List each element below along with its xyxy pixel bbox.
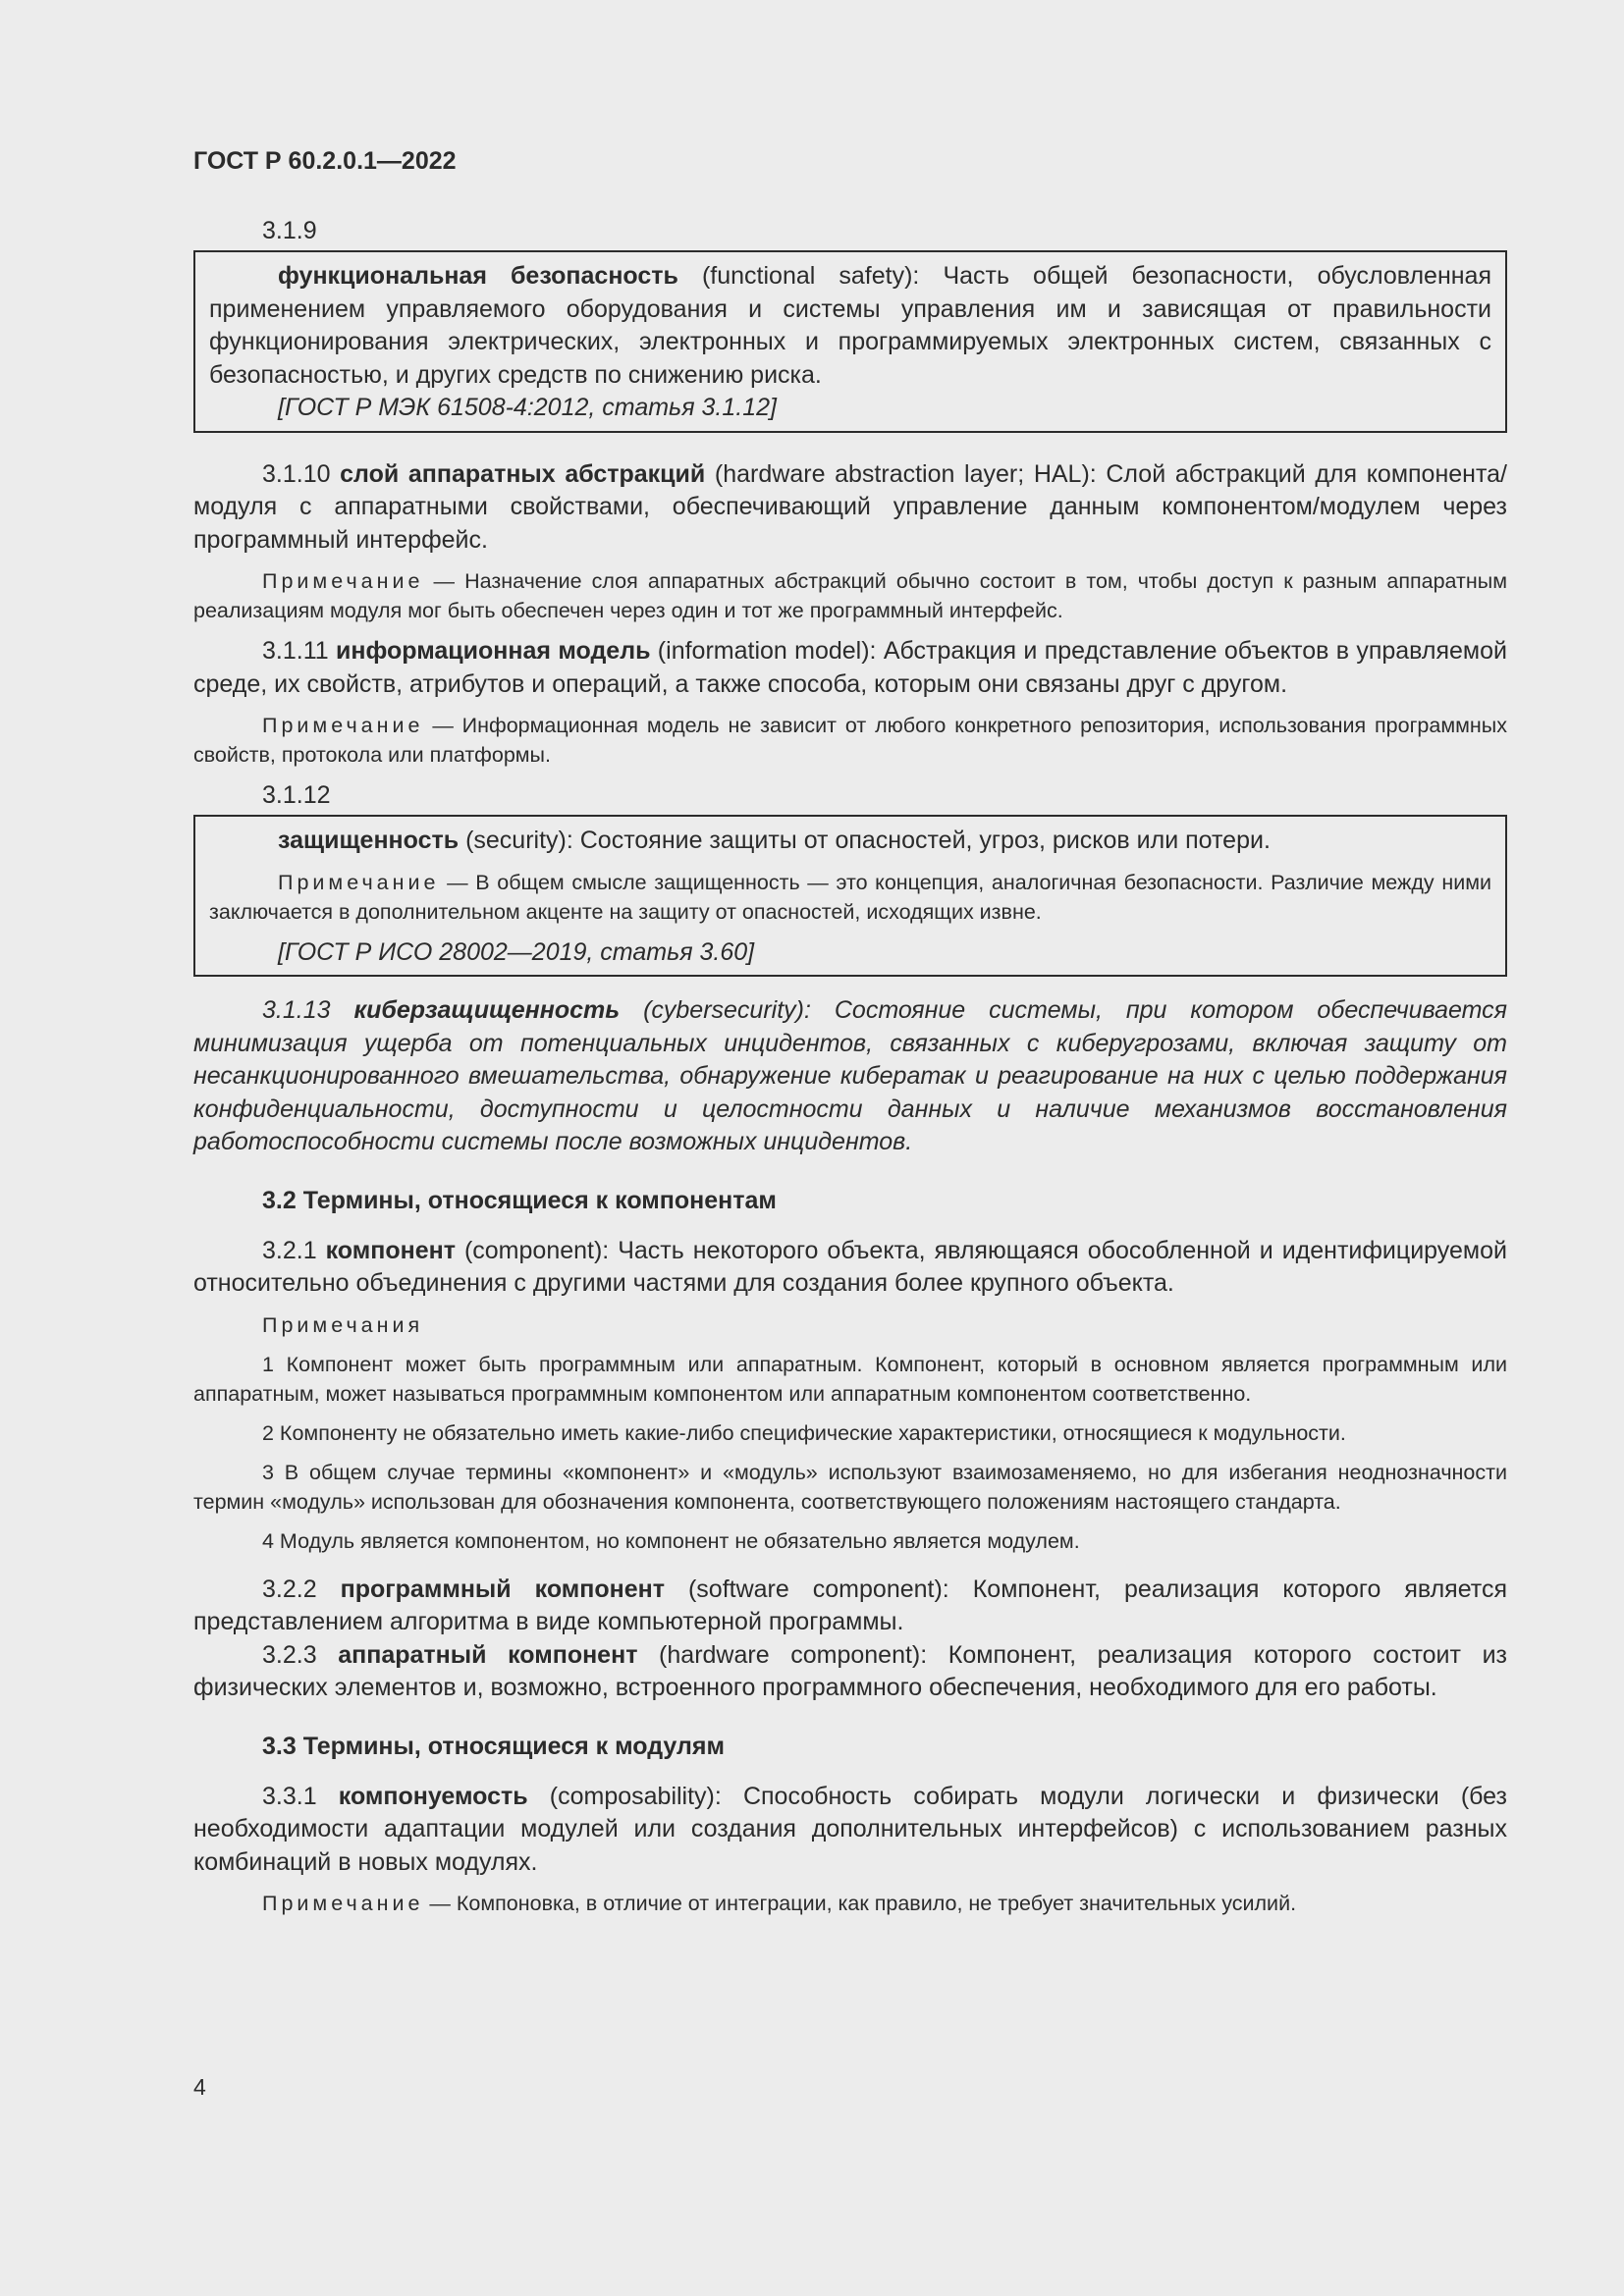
term-source-3-1-9: [ГОСТ Р МЭК 61508-4:2012, статья 3.1.12] [278, 394, 777, 421]
note-item: 3 В общем случае термины «компонент» и «модуль» используют взаимозаменяемо, но для избегания неоднозначности термин «модуль» использован для обозначения компонента, соответствующего положениям настоящего стандарта. [193, 1460, 1507, 1514]
term-name: программный компонент [340, 1575, 665, 1603]
term-text: (component): Часть некоторого объекта, являющаяся обособленной и идентифицируемой относительно объединения с другими частями для создания более крупного объекта. [193, 1236, 1507, 1297]
term-definition-3-2-2 [193, 1574, 1507, 1639]
term-name: компонуемость [338, 1782, 528, 1810]
note-label: Примечание [262, 714, 424, 737]
term-definition-3-1-12 [209, 825, 1491, 858]
term-box-3-1-12 [193, 815, 1507, 977]
term-name: функциональная безопасность [278, 262, 678, 290]
term-text: (software component): Компонент, реализация которого является представлением алгоритма в виде компьютерной программы. [193, 1575, 1507, 1635]
term-number: 3.2.2 [262, 1575, 341, 1603]
note-3-3-1 [193, 1889, 1507, 1918]
term-number: 3.1.10 [262, 459, 341, 488]
term-name: аппаратный компонент [338, 1640, 638, 1669]
term-name: информационная модель [336, 637, 651, 665]
term-text: (cybersecurity): Состояние системы, при котором обеспечивается минимизация ущерба от потенциальных инцидентов, связанных с киберугрозами, включая защиту от несанкционированного вмешательства, обнаружение кибератак и реагирование на них с целью поддержания конфиденциальности, доступности и целостности данных и наличие механизмов восстановления работоспособности системы после возможных инцидентов. [193, 996, 1508, 1155]
term-definition-3-1-11 [193, 635, 1507, 701]
term-text: (information model): Абстракция и представление объектов в управляемой среде, их свойств, атрибутов и операций, а также способа, которым они связаны друг с другом. [193, 637, 1507, 698]
term-text: (security): Состояние защиты от опасностей, угроз, рисков или потери. [459, 827, 1271, 854]
note-item: 2 Компоненту не обязательно иметь какие-либо специфические характеристики, относящиеся к модульности. [262, 1420, 1346, 1445]
term-number: 3.2.1 [262, 1236, 326, 1264]
term-definition-3-1-13 [193, 994, 1507, 1159]
note-text: — Информационная модель не зависит от любого конкретного репозитория, использования программных свойств, протокола или платформы. [193, 714, 1507, 767]
term-number: 3.1.11 [262, 637, 336, 665]
term-text: (functional safety): Часть общей безопасности, обусловленная применением управляемого оборудования и системы управления им и зависящая от правильности функционирования электрических, электронных и программируемых электронных систем, связанных с безопасностью, и других средств по снижению риска. [209, 262, 1491, 389]
term-definition-3-3-1 [193, 1781, 1507, 1880]
page-number: 4 [193, 2074, 206, 2100]
section-title-3-2: 3.2 Термины, относящиеся к компонентам [262, 1186, 777, 1214]
note-label: Примечание [262, 569, 424, 593]
term-definition-3-2-3 [193, 1639, 1507, 1705]
term-number: 3.1.13 [262, 996, 354, 1024]
note-item: 4 Модуль является компонентом, но компонент не обязательно является модулем. [262, 1528, 1080, 1553]
note-3-1-11 [193, 711, 1507, 770]
note-text: — В общем смысле защищенность — это концепция, аналогичная безопасности. Различие между ними заключается в дополнительном акценте на защиту от опасностей, исходящих извне. [209, 870, 1491, 924]
term-text: (hardware abstraction layer; HAL): Слой абстракций для компонента/модуля с аппаратными свойствами, обеспечивающий управление данным компонентом/модулем через программный интерфейс. [193, 459, 1507, 554]
document-page [193, 147, 1507, 1918]
note-label: Примечание [278, 870, 440, 894]
term-definition-3-2-1 [193, 1235, 1507, 1301]
term-text: (hardware component): Компонент, реализация которого состоит из физических элементов и, возможно, встроенного программного обеспечения, необходимого для его работы. [193, 1640, 1507, 1701]
term-name: компонент [325, 1236, 456, 1264]
note-text: — Назначение слоя аппаратных абстракций обычно состоит в том, чтобы доступ к разным аппаратным реализациям модуля мог быть обеспечен через один и тот же программный интерфейс. [193, 569, 1507, 622]
note-item: 1 Компонент может быть программным или аппаратным. Компонент, который в основном является программным или аппаратным, может называться программным компонентом или аппаратным компонентом соответственно. [193, 1352, 1507, 1406]
term-name: киберзащищенность [353, 996, 621, 1024]
note-3-1-10 [193, 566, 1507, 625]
term-text: (composability): Способность собирать модули логически и физически (без необходимости адаптации модулей или создания дополнительных интерфейсов) с использованием разных комбинаций в новых модулях. [193, 1782, 1507, 1876]
term-number-3-1-9: 3.1.9 [262, 217, 317, 244]
term-definition-3-1-9 [209, 260, 1491, 392]
term-source-3-1-12: [ГОСТ Р ИСО 28002—2019, статья 3.60] [278, 937, 755, 966]
term-name: защищенность [278, 827, 460, 854]
notes-label-3-2-1: Примечания [262, 1312, 424, 1337]
note-3-1-12 [209, 868, 1491, 927]
term-number: 3.2.3 [262, 1640, 339, 1669]
note-label: Примечание [262, 1892, 424, 1915]
note-text: — Компоновка, в отличие от интеграции, как правило, не требует значительных усилий. [423, 1892, 1297, 1915]
term-name: слой аппаратных абстракций [340, 459, 706, 488]
term-box-3-1-9 [193, 250, 1507, 433]
term-number: 3.3.1 [262, 1782, 339, 1810]
document-header: ГОСТ Р 60.2.0.1—2022 [193, 147, 457, 175]
term-number-3-1-12: 3.1.12 [262, 781, 331, 809]
section-title-3-3: 3.3 Термины, относящиеся к модулям [262, 1732, 725, 1760]
term-definition-3-1-10 [193, 458, 1507, 558]
